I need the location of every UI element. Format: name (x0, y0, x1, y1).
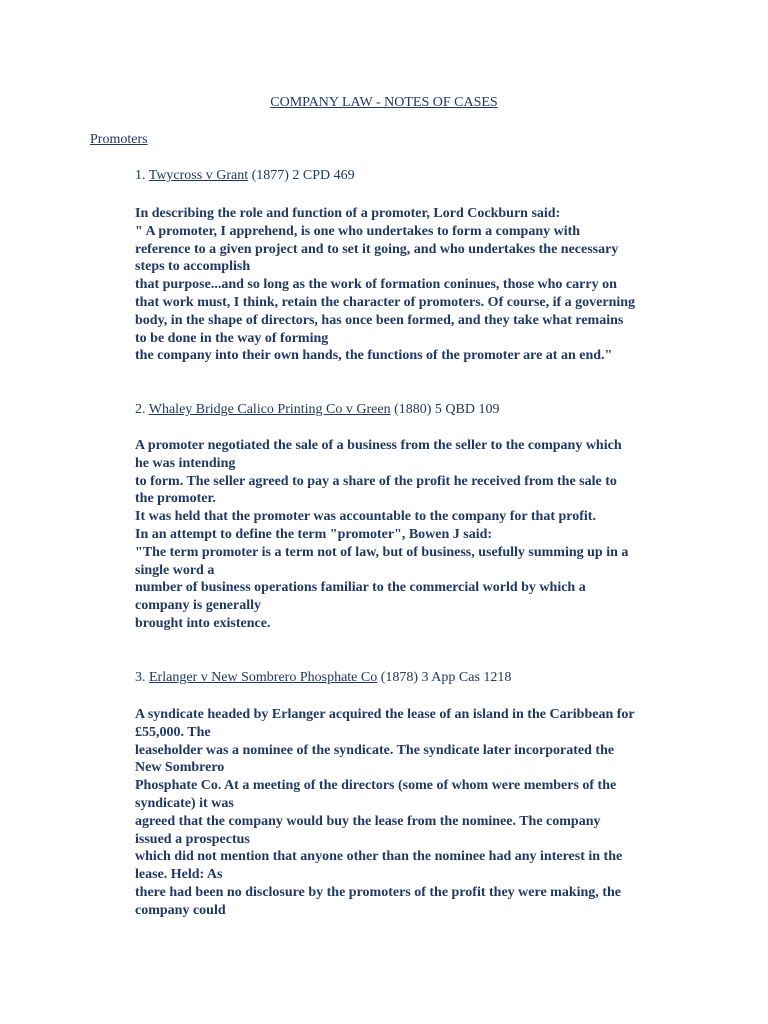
case-name: Erlanger v New Sombrero Phosphate Co (149, 670, 378, 685)
text-line: which did not mention that anyone other than the nominee had any interest in the (135, 849, 623, 865)
text-line: New Sombrero (135, 760, 225, 776)
text-line: £55,000. The (135, 724, 211, 740)
case-number: 3. (135, 670, 146, 685)
text-line: leaseholder was a nominee of the syndicate. The syndicate later incorporated the (135, 742, 615, 758)
case-3-text (135, 706, 675, 920)
text-line: It was held that the promoter was accountable to the company for that profit. (135, 509, 596, 525)
case-number: 1. (135, 168, 146, 183)
text-line: agreed that the company would buy the lease from the nominee. The company (135, 813, 601, 829)
text-line: issued a prospectus (135, 831, 250, 847)
case-heading-2 (135, 401, 499, 419)
text-line: lease. Held: As (135, 867, 223, 883)
text-line: brought into existence. (135, 615, 271, 631)
text-line: single word a (135, 562, 215, 578)
text-line: body, in the shape of directors, has once been formed, and they take what remains (135, 312, 624, 328)
case-name: Twycross v Grant (148, 168, 249, 183)
text-line: to be done in the way of forming (135, 330, 329, 346)
text-line: the promoter. (135, 491, 216, 507)
text-line: syndicate) it was (135, 795, 234, 811)
text-line: that work must, I think, retain the character of promoters. Of course, if a governing (135, 294, 636, 310)
case-heading-1 (135, 167, 355, 185)
text-line: In describing the role and function of a promoter, Lord Cockburn said: (135, 206, 561, 221)
text-line: "The term promoter is a term not of law, but of business, usefully summing up in a (135, 544, 629, 560)
case-number: 2. (135, 402, 146, 417)
text-line: company could (135, 902, 226, 918)
text-line: steps to accomplish (135, 259, 251, 275)
text-line: that purpose...and so long as the work of formation coninues, those who carry on (135, 277, 617, 293)
text-line: there had been no disclosure by the promoters of the profit they were making, the (135, 884, 621, 900)
case-citation: (1877) 2 CPD 469 (251, 168, 355, 183)
section-heading: Promoters (90, 132, 148, 147)
case-heading-3 (135, 669, 511, 687)
text-line: Phosphate Co. At a meeting of the directors (some of whom were members of the (135, 778, 617, 794)
case-citation: (1878) 3 App Cas 1218 (380, 670, 512, 685)
text-line: he was intending (135, 455, 236, 471)
case-2-text (135, 437, 675, 633)
text-line: " A promoter, I apprehend, is one who undertakes to form a company with (135, 223, 581, 239)
text-line: reference to a given project and to set it going, and who undertakes the necessary (135, 241, 619, 257)
text-line: A promoter negotiated the sale of a business from the seller to the company which (135, 438, 622, 453)
text-line: number of business operations familiar to the commercial world by which a (135, 580, 586, 596)
case-name: Whaley Bridge Calico Printing Co v Green (148, 402, 391, 417)
page-title: COMPANY LAW - NOTES OF CASES (270, 95, 498, 110)
text-line: company is generally (135, 598, 261, 614)
text-line: In an attempt to define the term "promoter", Bowen J said: (135, 526, 493, 542)
text-line: to form. The seller agreed to pay a share of the profit he received from the sale to (135, 473, 617, 489)
text-line: the company into their own hands, the functions of the promoter are at an end." (135, 348, 613, 364)
case-citation: (1880) 5 QBD 109 (394, 402, 500, 417)
case-1-text (135, 205, 675, 365)
text-line: A syndicate headed by Erlanger acquired the lease of an island in the Caribbean for (135, 707, 635, 722)
